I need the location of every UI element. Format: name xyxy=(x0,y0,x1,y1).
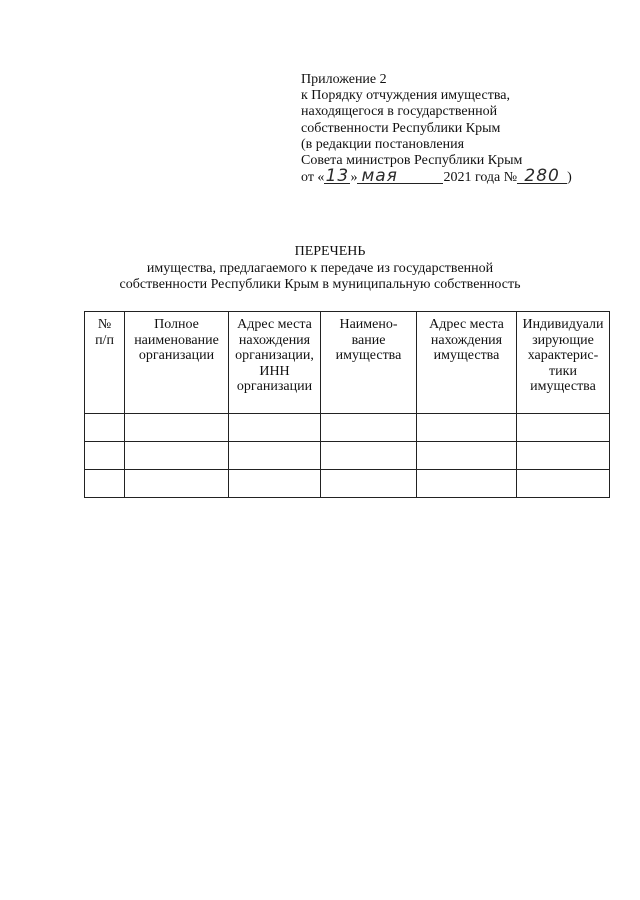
table-cell xyxy=(125,442,229,470)
table-cell xyxy=(229,442,321,470)
table-cell xyxy=(229,414,321,442)
table-cell xyxy=(85,470,125,498)
table-row xyxy=(85,414,610,442)
table-cell xyxy=(517,414,610,442)
column-header-org-address: Адрес места нахождения организации, ИНН организации xyxy=(229,312,321,414)
document-subtitle-line: имущества, предлагаемого к передаче из государственной xyxy=(146,260,494,276)
appendix-line: (в редакции постановления xyxy=(301,136,465,152)
table-body xyxy=(85,414,610,498)
handwritten-number: 280 xyxy=(517,169,567,184)
appendix-line: Совета министров Республики Крым xyxy=(301,153,523,169)
table-cell xyxy=(85,442,125,470)
table-cell xyxy=(229,470,321,498)
quote-close: » xyxy=(350,170,358,186)
table-row xyxy=(85,470,610,498)
table-header-row xyxy=(85,312,610,414)
table-cell xyxy=(417,442,517,470)
column-header-number: № п/п xyxy=(85,312,125,414)
handwritten-month: мая xyxy=(357,169,443,184)
column-header-property-name: Наимено- вание имущества xyxy=(321,312,417,414)
table-cell xyxy=(85,414,125,442)
date-prefix: от « xyxy=(301,170,325,186)
document-title: ПЕРЕЧЕНЬ xyxy=(294,244,366,259)
year-text: 2021 года № xyxy=(443,170,518,186)
table-cell xyxy=(417,470,517,498)
table-cell xyxy=(517,470,610,498)
appendix-line: находящегося в государственной xyxy=(301,104,498,120)
table-cell xyxy=(417,414,517,442)
table-cell xyxy=(517,442,610,470)
appendix-line: Приложение 2 xyxy=(301,72,387,87)
document-subtitle-line: собственности Республики Крым в муниципальную собственность xyxy=(119,277,521,292)
table-row xyxy=(85,442,610,470)
table-cell xyxy=(321,470,417,498)
property-table xyxy=(84,311,610,498)
table-cell xyxy=(125,414,229,442)
handwritten-day: 13 xyxy=(325,166,350,187)
column-header-property-characteristics: Индивидуали зирующие характерис- тики имущества xyxy=(517,312,610,414)
table-cell xyxy=(125,470,229,498)
table-cell xyxy=(321,414,417,442)
appendix-block xyxy=(301,72,621,186)
table-cell xyxy=(321,442,417,470)
column-header-property-address: Адрес места нахождения имущества xyxy=(417,312,517,414)
appendix-line: к Порядку отчуждения имущества, xyxy=(301,88,510,104)
resolution-date-line xyxy=(301,166,621,187)
appendix-line: собственности Республики Крым xyxy=(301,120,501,136)
closing-paren: ) xyxy=(567,170,572,186)
column-header-org-name: Полное наименование организации xyxy=(125,312,229,414)
document-title-block xyxy=(0,244,640,294)
